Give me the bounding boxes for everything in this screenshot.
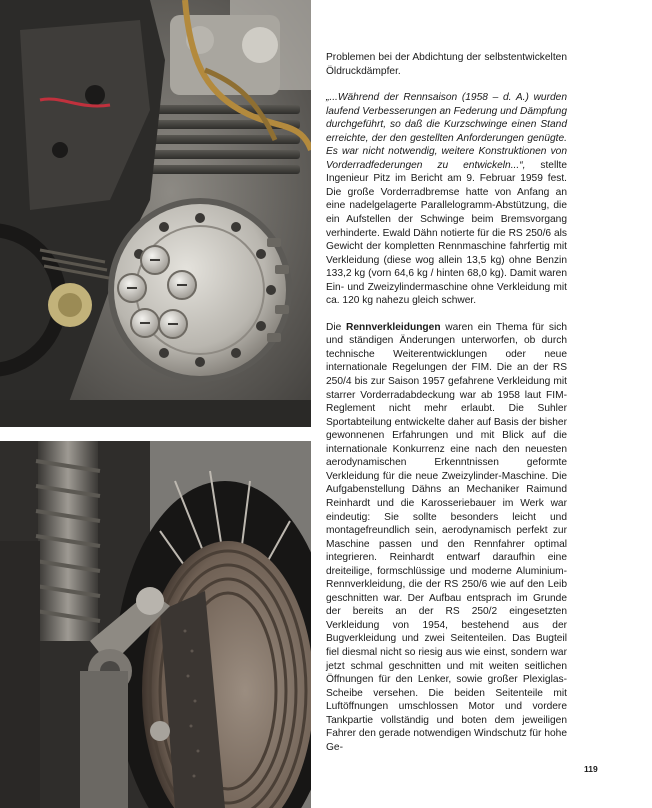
paragraph-intro: Problemen bei der Abdichtung der selbstentwickelten Öldruckdämpfer. xyxy=(326,52,567,77)
page-number: 119 xyxy=(584,764,598,774)
engineer-quote: „...Während der Rennsaison (1958 – d. A.) wurden laufend Verbesserungen an Federung und Dämpfung durchgeführt, so daß die Kurzschwinge einen Stand erreichte, der den gestellten Anforderungen genügte. Es war nicht notwendig, weitere Konstruktionen von Vorderradfederungen zu entwickeln...“, xyxy=(326,92,567,171)
brake-drum-illustration xyxy=(0,441,311,808)
engine-clutch-illustration xyxy=(0,0,311,427)
engine-clutch-photo xyxy=(0,0,311,427)
brake-drum-photo xyxy=(0,441,311,808)
paragraph-report-text: stellte Ingenieur Pitz im Bericht am 9. Februar 1959 fest. Die große Vorderradbremse hatte von Anfang an eine nadelgelagerte Parallelogramm-Abstützung, die ein Aufstellen der Schwinge beim Bremsvorgang verhinderte. Ewald Dähn notierte für die RS 250/6 als Gewicht der kompletten Rennmaschine fahrfertig mit Verkleidung (diese wog allein 13,5 kg) ohne Benzin 133,2 kg (vorn 64,6 kg / hinten 68,0 kg). Damit waren Ein- und Zweizylindermaschine ohne Verkleidung mit ca. 120 kg nahezu gleich schwer. xyxy=(326,159,567,307)
fairings-keyword: Rennverkleidungen xyxy=(346,321,441,333)
article-column xyxy=(326,51,567,754)
paragraph-fairings xyxy=(326,321,567,755)
paragraph-report xyxy=(326,91,567,308)
paragraph-fairings-lead: Die xyxy=(326,321,346,333)
paragraph-fairings-text: waren ein Thema für sich und ständigen Änderungen unterworfen, ob durch technische Weiterentwicklungen oder neue internationale Regelungen der FIM. Die an der RS 250/4 bis zur Saison 1957 gefahrene Verkleidung mit starrer Vorderradabdeckung war ab 1958 laut FIM-Reglement nicht mehr erlaubt. Die Suhler Sportabteilung entwickelte daher auf Basis der bisher gewonnenen Erfahrungen und mit Blick auf die internationale Konkurrenz eine nach den neuesten aerodynamischen Erkenntnissen geformte Verkleidung für die neue Zweizylinder-Maschine. Die Aufgabenstellung Dähns an Mechaniker Raimund Reinhardt und die Karosseriebauer im Werk war eindeutig: Sie sollte besonders leicht und montagefreundlich sein, aerodynamisch perfekt zur Maschine passen und den Rennfahrer optimal integrieren. Reinhardt entwarf daraufhin eine dreiteilige, formschlüssige und moderne Aluminium-Rennverkleidung, die der RS 250/6 wie auf den Leib geschnitten war. Der Aufbau entsprach im Grunde der bereits an der RS 250/2 eingesetzten Verkleidung von 1954, bestehend aus der Bugverkleidung und zwei Seitenteilen. Das Bugteil fiel diesmal nicht so riesig aus wie einst, sondern war jetzt schmal geschnitten und mit weiten seitlichen Öffnungen für den Lenker, sowie großer Plexiglas-Scheibe versehen. Die beiden Seitenteile mit Luftöffnungen umschlossen Motor und vordere Tankpartie vollständig und boten dem jeweiligen Fahrer den gerade notwendigen Windschutz für hohe Ge- xyxy=(326,321,567,753)
